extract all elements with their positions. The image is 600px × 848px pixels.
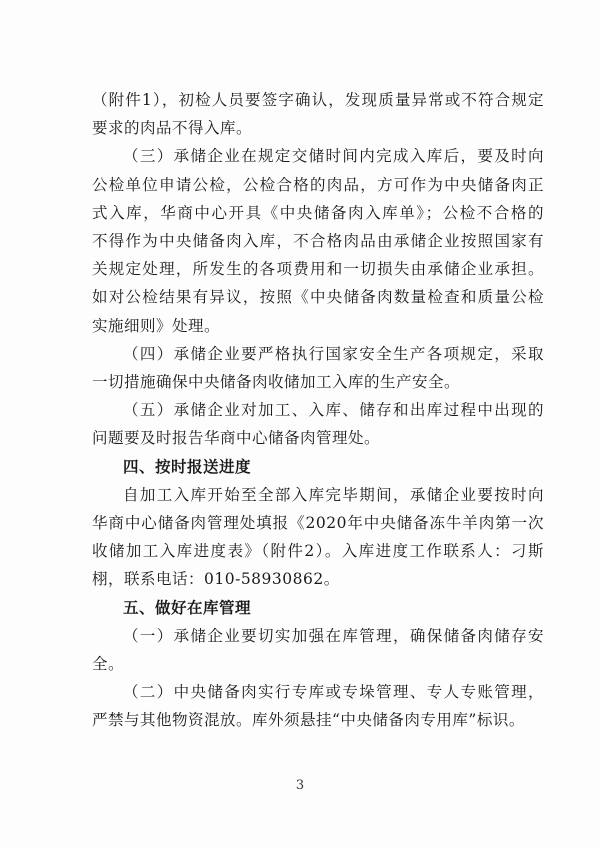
paragraph-line: 收储加工入库进度表》（附件2）。入库进度工作联系人：刁斯: [92, 542, 544, 561]
paragraph-line: （五）承储企业对加工、入库、储存和出库过程中出现的: [123, 401, 544, 420]
paragraph-line: 关规定处理，所发生的各项费用和一切损失由承储企业承担。: [92, 260, 544, 279]
paragraph-line: 实施细则》处理。: [92, 316, 221, 335]
paragraph-line: 严禁与其他物资混放。库外须悬挂“中央储备肉专用库”标识。: [92, 711, 525, 730]
paragraph-line: 如对公检结果有异议，按照《中央储备肉数量检查和质量公检: [92, 288, 544, 307]
paragraph-line: 要求的肉品不得入库。: [92, 119, 253, 138]
paragraph-line: 一切措施确保中央储备肉收储加工入库的生产安全。: [92, 373, 461, 392]
paragraph-line: （一）承储企业要切实加强在库管理，确保储备肉储存安: [123, 626, 544, 645]
paragraph-line: 不得作为中央储备肉入库，不合格肉品由承储企业按照国家有: [92, 232, 544, 251]
paragraph-line: 全。: [92, 655, 125, 674]
paragraph-line: （附件1），初检人员要签字确认，发现质量异常或不符合规定: [92, 91, 544, 109]
document-body: [92, 86, 544, 735]
section-heading: 四、按时报送进度: [123, 457, 252, 476]
paragraph-line: （三）承储企业在规定交储时间内完成入库后，要及时向: [123, 147, 544, 166]
paragraph-line: 华商中心储备肉管理处填报《2020年中央储备冻牛羊肉第一次: [92, 514, 544, 533]
paragraph-line: 问题要及时报告华商中心储备肉管理处。: [92, 429, 381, 448]
paragraph-line: 自加工入库开始至全部入库完毕期间，承储企业要按时向: [123, 485, 544, 504]
page-number: 3: [295, 778, 305, 793]
paragraph-line: （四）承储企业要严格执行国家安全生产各项规定，采取: [123, 344, 544, 363]
paragraph-line: 公检单位申请公检，公检合格的肉品，方可作为中央储备肉正: [92, 175, 544, 194]
paragraph-line: （二）中央储备肉实行专库或专垛管理、专人专账管理，: [123, 683, 544, 702]
paragraph-line: 式入库，华商中心开具《中央储备肉入库单》；公检不合格的: [92, 203, 544, 222]
section-heading: 五、做好在库管理: [123, 598, 252, 617]
paragraph-line: 栩，联系电话：010-58930862。: [92, 570, 340, 589]
